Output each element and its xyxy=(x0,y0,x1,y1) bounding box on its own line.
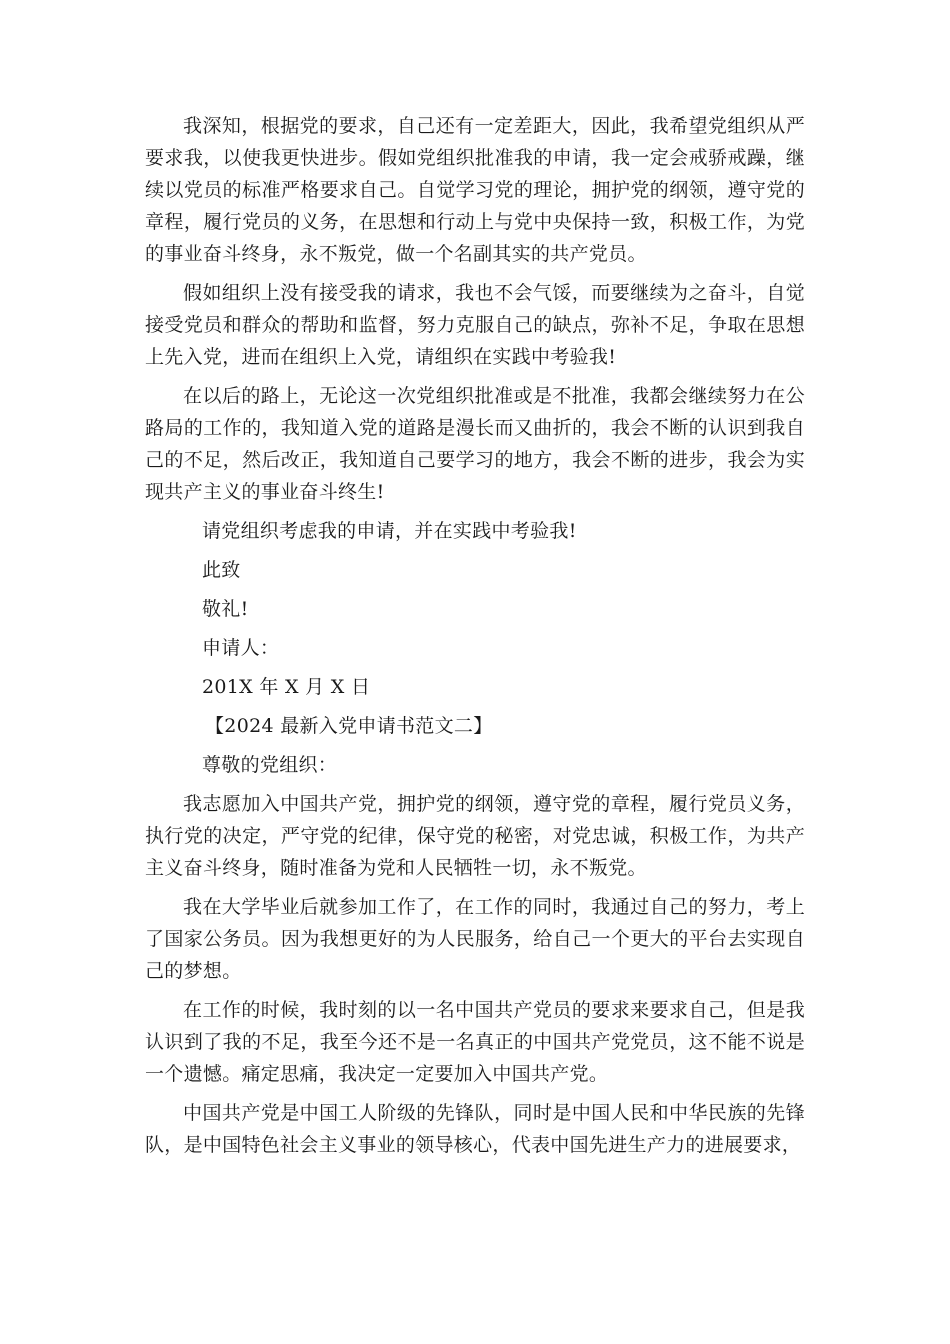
applicant-label: 申请人： xyxy=(202,637,280,659)
section-heading: 【2024 最新入党申请书范文二】 xyxy=(205,715,493,737)
closing-request: 请党组织考虑我的申请，并在实践中考验我! xyxy=(202,520,577,542)
closing-zhi: 此致 xyxy=(202,559,241,581)
closing-jingli: 敬礼! xyxy=(202,598,249,620)
paragraph: 我志愿加入中国共产党，拥护党的纲领，遵守党的章程，履行党员义务，执行党的决定，严守党的纪律，保守党的秘密，对党忠诚，积极工作，为共产主义奋斗终身，随时准备为党和人民牺牲一切，永不叛党。 xyxy=(145,793,805,879)
document-page xyxy=(145,110,805,1161)
paragraph: 在工作的时候，我时刻的以一名中国共产党员的要求来要求自己，但是我认识到了我的不足，我至今还不是一名真正的中国共产党党员，这不能不说是一个遗憾。痛定思痛，我决定一定要加入中国共产党。 xyxy=(145,999,805,1085)
salutation: 尊敬的党组织： xyxy=(202,754,338,776)
paragraph: 我深知，根据党的要求，自己还有一定差距大，因此，我希望党组织从严要求我，以使我更快进步。假如党组织批准我的申请，我一定会戒骄戒躁，继续以党员的标准严格要求自己。自觉学习党的理论，拥护党的纲领，遵守党的章程，履行党员的义务，在思想和行动上与党中央保持一致，积极工作，为党的事业奋斗终身，永不叛党，做一个名副其实的共产党员。 xyxy=(145,115,805,265)
paragraph: 在以后的路上，无论这一次党组织批准或是不批准，我都会继续努力在公路局的工作的，我知道入党的道路是漫长而又曲折的，我会不断的认识到我自己的不足，然后改正，我知道自己要学习的地方，我会不断的进步，我会为实现共产主义的事业奋斗终生! xyxy=(145,385,805,503)
paragraph: 中国共产党是中国工人阶级的先锋队，同时是中国人民和中华民族的先锋队，是中国特色社会主义事业的领导核心，代表中国先进生产力的进展要求， xyxy=(145,1102,805,1156)
paragraph: 我在大学毕业后就参加工作了，在工作的同时，我通过自己的努力，考上了国家公务员。因为我想更好的为人民服务，给自己一个更大的平台去实现自己的梦想。 xyxy=(145,896,805,982)
paragraph: 假如组织上没有接受我的请求，我也不会气馁，而要继续为之奋斗，自觉接受党员和群众的帮助和监督，努力克服自己的缺点，弥补不足，争取在思想上先入党，进而在组织上入党，请组织在实践中考验我! xyxy=(145,282,805,368)
date-line: 201X 年 X 月 X 日 xyxy=(202,676,371,698)
